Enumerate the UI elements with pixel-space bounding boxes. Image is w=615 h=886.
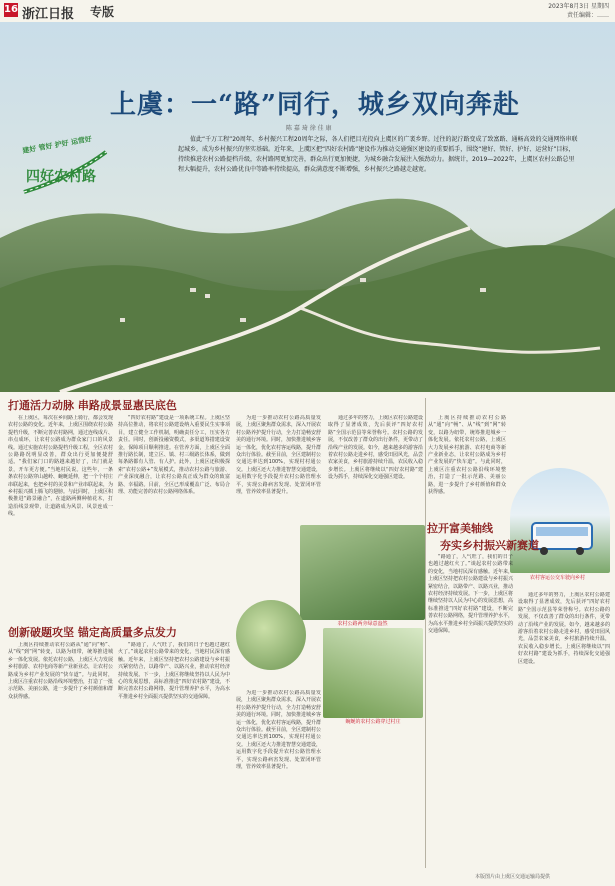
- bus-photo: [510, 468, 610, 573]
- newspaper-name: 浙江日报: [22, 7, 75, 22]
- body-column-1: 在上虞区，每次在乡间路上骑行，都会发现农村公路的变化。近年来，上虞区围绕农村公路提档升级，不断完善农村路网，通过连线成片、串点成环，让农村公路成为群众家门口的风景线。通过实施农村公路提档升级工程，全区农村公路路况明显改善，群众出行更加便捷舒适。“我们家门口的路越来越好了，出门就是景，开车更方便。”当地村民说。这些年，一条条农村公路穿山越岭、蜿蜒延伸，把一个个村庄串联起来，也把乡村的美景和产业串联起来，为乡村振兴插上腾飞的翅膀。与此同时，上虞区积极推进“路景融合”，在道路两侧种植花木，打造沿线景观带，让道路成为风景、风景连成一线。: [8, 415, 113, 518]
- editor-credit: 责任编辑：……: [566, 12, 609, 19]
- body-column-8: “路通了，人气旺了，我们的日子也越过越红火了。”谈起农村公路带来的变化，当地村民深有感触。近年来，上虞区坚持把农村公路建设与乡村振兴紧密结合，以路带产、以路兴业，推动农村经济持续发展。下一步，上虞区将继续坚持以人民为中心的发展思想，高标准推进“四好农村路”建设，不断完善农村公路网络，提升管理养护水平，为高水平推进乡村全面振兴提供坚实的交通保障。: [428, 554, 513, 635]
- body-column-7: 为进一步推动农村公路高质量发展，上虞区聚焦群众需求，深入开展农村公路养护提升行动，全力打造畅安舒美的通行环境。同时，加快推进城乡客运一体化，优化农村客运线路，提升群众出行体验。截至目前，全区建制村公交通达率达到100%，实现村村通公交。上虞区还大力推进智慧交通建设，运用数字化手段提升农村公路管理水平，实现公路病害发现、处置闭环管理，管养效率显著提升。: [236, 690, 321, 771]
- road-circle-photo: [236, 600, 306, 670]
- page-number: 16: [4, 4, 18, 15]
- article-lede: 值此“千万工程”20周年、乡村振兴工程20周年之际，各人们把目光投向上虞区的广袤乡野。过往的泥泞路变成了致富路、通畅高效的交通网络串联起城乡，成为乡村振兴的坚实基础。近年来，上虞区把“四好农村路”建设作为推动交通强区建设的重要抓手，围绕“建好、管好、护好、运营好”目标，持续推进农村公路提档升级，农村路网更加完善，群众出行更加便捷，为城乡融合发展注入强劲动力。据统计，2019—2022年，上虞区农村公路总里程大幅提升，农村公路优良中等路率持续提高，群众满意度不断增强，乡村振兴之路越走越宽。: [178, 136, 578, 173]
- body-column-9: 通过多年的努力，上虞区农村公路建设取得了显著成效，先后获评“四好农村路”全国示范县等荣誉称号。农村公路的发展，不仅改善了群众的出行条件，更带动了沿线产业的发展。如今，越来越多的游客沿着农村公路走进乡村，感受田园风光，品尝农家美食，乡村旅游持续升温，农民收入稳步增长。上虞区将继续以“四好农村路”建设为抓手，持续深化交通强区建设。: [518, 592, 610, 665]
- body-column-6: “路通了，人气旺了，我们的日子也越过越红火了。”谈起农村公路带来的变化，当地村民深有感触。近年来，上虞区坚持把农村公路建设与乡村振兴紧密结合，以路带产、以路兴业，推动农村经济持续发展。下一步，上虞区将继续坚持以人民为中心的发展思想，高标准推进“四好农村路”建设，不断完善农村公路网络，提升管理养护水平，为高水平推进乡村全面振兴提供坚实的交通保障。: [118, 642, 230, 700]
- photo-credit: 本版图片由上虞区交通运输局提供: [475, 874, 551, 880]
- aerial-landscape-photo: [0, 168, 615, 392]
- section-tag: 专版: [90, 5, 115, 19]
- section-heading-3a: 拉开富美轴线: [427, 522, 493, 535]
- bus-icon: [510, 468, 610, 573]
- logo-title: 四好农村路: [26, 169, 96, 185]
- dateline: [548, 2, 609, 20]
- byline: 陈 嘉 琦 徐 佳 康: [286, 125, 332, 132]
- photo-caption-3: 蜿蜒的农村公路穿过村庄: [345, 719, 401, 725]
- photo-caption-1: 农村公路两旁绿意盎然: [337, 621, 388, 627]
- body-column-10: 上虞区持续推动农村公路从“通”向“畅”、从“线”到“网”转变，以路为纽带，统筹推进城乡一体化发展。依托农村公路，上虞区大力发展乡村旅游、农村电商等新产业新业态，让农村公路成为乡村产业发展的“快车道”。与此同时，上虞区注重农村公路沿线环境整治，打造了一批示范路、美丽公路，进一步提升了乡村颜值和群众获得感。: [428, 415, 506, 496]
- body-column-5: 上虞区持续推动农村公路从“通”向“畅”、从“线”到“网”转变，以路为纽带，统筹推进城乡一体化发展。依托农村公路，上虞区大力发展乡村旅游、农村电商等新产业新业态，让农村公路成为乡村产业发展的“快车道”。与此同时，上虞区注重农村公路沿线环境整治，打造了一批示范路、美丽公路，进一步提升了乡村颜值和群众获得感。: [8, 642, 113, 700]
- section-heading-1: 打通活力动脉 串路成景显惠民底色: [8, 399, 177, 412]
- issue-date: 2023年8月3日 星期四: [548, 3, 609, 10]
- body-column-3: 为进一步推动农村公路高质量发展，上虞区聚焦群众需求，深入开展农村公路养护提升行动，全力打造畅安舒美的通行环境。同时，加快推进城乡客运一体化，优化农村客运线路，提升群众出行体验。截至目前，全区建制村公交通达率达到100%，实现村村通公交。上虞区还大力推进智慧交通建设，运用数字化手段提升农村公路管理水平，实现公路病害发现、处置闭环管理，管养效率显著提升。: [236, 415, 321, 496]
- section-heading-2: 创新破题攻坚 锚定高质量多点发力: [8, 626, 177, 639]
- page-header: [0, 0, 615, 23]
- body-column-2: “四好农村路”建设是一项系统工程。上虞区坚持高位推动，将农村公路建设纳入重要民生实事项目，建立健全工作机制，明确责任分工，压实各方责任。同时，创新投融资模式，多渠道筹措建设资金，保障项目顺利推进。在管养方面，上虞区全面推行路长制，建立区、镇、村三级路长体系，做到每条路都有人管、有人护。此外，上虞区还积极探索“农村公路+”发展模式，推动农村公路与旅游、产业深度融合，让农村公路真正成为群众的致富路、幸福路。目前，全区已形成覆盖广泛、布局合理、功能完善的农村公路网络体系。: [118, 415, 230, 496]
- body-column-4: 通过多年的努力，上虞区农村公路建设取得了显著成效，先后获评“四好农村路”全国示范县等荣誉称号。农村公路的发展，不仅改善了群众的出行条件，更带动了沿线产业的发展。如今，越来越多的游客沿着农村公路走进乡村，感受田园风光，品尝农家美食，乡村旅游持续升温，农民收入稳步增长。上虞区将继续以“四好农村路”建设为抓手，持续深化交通强区建设。: [328, 415, 423, 481]
- hero-banner: [0, 22, 615, 392]
- section-heading-3b: 夯实乡村振兴新赛道: [440, 539, 539, 552]
- photo-caption-2: 农村客运公交车驶向乡村: [529, 575, 585, 581]
- village-road-photo: [300, 525, 425, 620]
- four-good-roads-logo: [20, 134, 110, 200]
- column-divider: [425, 398, 426, 868]
- winding-road-photo: [323, 628, 423, 718]
- article-headline: 上虞：一“路”同行，城乡双向奔赴: [110, 90, 520, 120]
- logo-tagline: 建好 管好 护好 运营好: [21, 134, 93, 156]
